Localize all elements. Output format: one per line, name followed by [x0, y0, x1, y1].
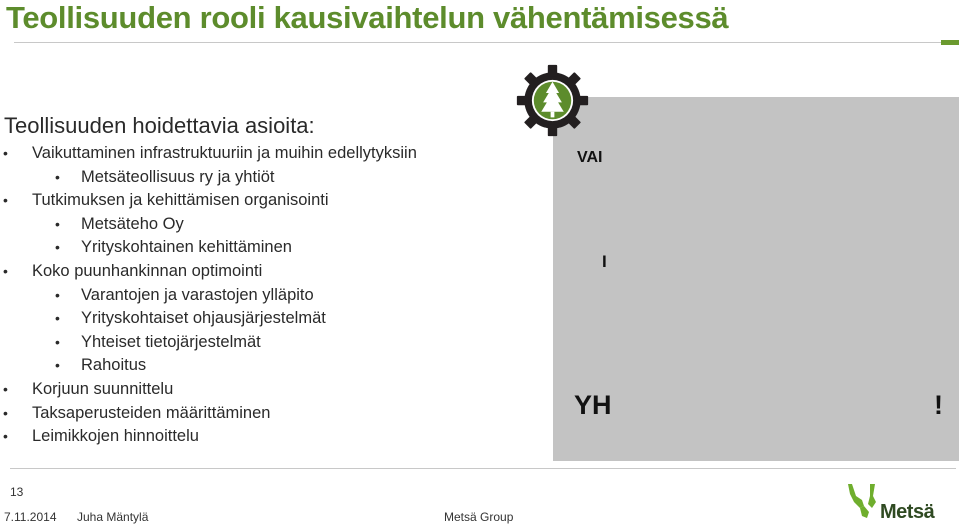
- title-accent-bar: [941, 40, 959, 45]
- bullet-marker: •: [3, 428, 8, 445]
- footer-group: Metsä Group: [444, 510, 514, 524]
- bullet-marker: •: [55, 357, 60, 374]
- footer-divider: [10, 468, 956, 469]
- bullet-marker: •: [3, 145, 8, 161]
- bullet-text: Korjuun suunnittelu: [32, 379, 174, 398]
- title-divider: [14, 42, 951, 43]
- bullet-text: Yhteiset tietojärjestelmät: [81, 332, 261, 351]
- content-heading: Teollisuuden hoidettavia asioita:: [4, 113, 315, 138]
- footer-author: Juha Mäntylä: [77, 510, 149, 524]
- bullet-list: [0, 142, 417, 449]
- bullet-item: [0, 425, 417, 449]
- bullet-item: [0, 166, 417, 190]
- bullet-marker: •: [55, 168, 60, 185]
- gear-tree-icon: [515, 63, 590, 138]
- bullet-item: [0, 213, 417, 237]
- bullet-text: Yrityskohtaiset ohjausjärjestelmät: [81, 309, 326, 328]
- bullet-item: [0, 378, 417, 402]
- bullet-text: Koko puunhankinnan optimointi: [32, 261, 263, 280]
- slide-number: 13: [10, 485, 24, 499]
- bullet-text: Yrityskohtainen kehittäminen: [81, 238, 292, 257]
- bullet-marker: •: [3, 262, 8, 279]
- bullet-text: Metsäteollisuus ry ja yhtiöt: [81, 167, 275, 186]
- overlay-text-fragment: VAI: [577, 149, 603, 166]
- bullet-text: Taksaperusteiden määrittäminen: [32, 403, 271, 422]
- bullet-item: [0, 284, 417, 308]
- bullet-item: [0, 354, 417, 378]
- bullet-item: [0, 260, 417, 284]
- bullet-marker: •: [55, 310, 60, 327]
- bullet-marker: •: [55, 239, 60, 256]
- bullet-text: Tutkimuksen ja kehittämisen organisointi: [32, 191, 329, 210]
- bullet-marker: •: [3, 192, 8, 209]
- footer-date: 7.11.2014: [4, 510, 57, 524]
- overlay-text-fragment: !: [934, 390, 943, 420]
- slide-title: Teollisuuden rooli kausivaihtelun vähentämisessä: [6, 0, 729, 35]
- bullet-text: Metsäteho Oy: [81, 214, 184, 233]
- overlay-box: [553, 97, 959, 461]
- bullet-item: [0, 402, 417, 426]
- bullet-item: [0, 236, 417, 260]
- bullet-text: Leimikkojen hinnoittelu: [32, 427, 199, 446]
- overlay-text-fragment: YH: [574, 390, 612, 420]
- metsa-logo-text: Metsä: [880, 501, 935, 523]
- bullet-marker: •: [55, 333, 60, 350]
- bullet-item: [0, 142, 417, 166]
- overlay-text-fragment: I: [602, 252, 607, 271]
- bullet-item: [0, 307, 417, 331]
- bullet-item: [0, 331, 417, 355]
- bullet-marker: •: [3, 404, 8, 421]
- bullet-item: [0, 189, 417, 213]
- bullet-marker: •: [55, 215, 60, 232]
- bullet-text: Vaikuttaminen infrastruktuuriin ja muihin edellytyksiin: [32, 144, 417, 162]
- bullet-marker: •: [55, 286, 60, 303]
- bullet-text: Varantojen ja varastojen ylläpito: [81, 285, 314, 304]
- bullet-text: Rahoitus: [81, 356, 147, 375]
- bullet-marker: •: [3, 380, 8, 397]
